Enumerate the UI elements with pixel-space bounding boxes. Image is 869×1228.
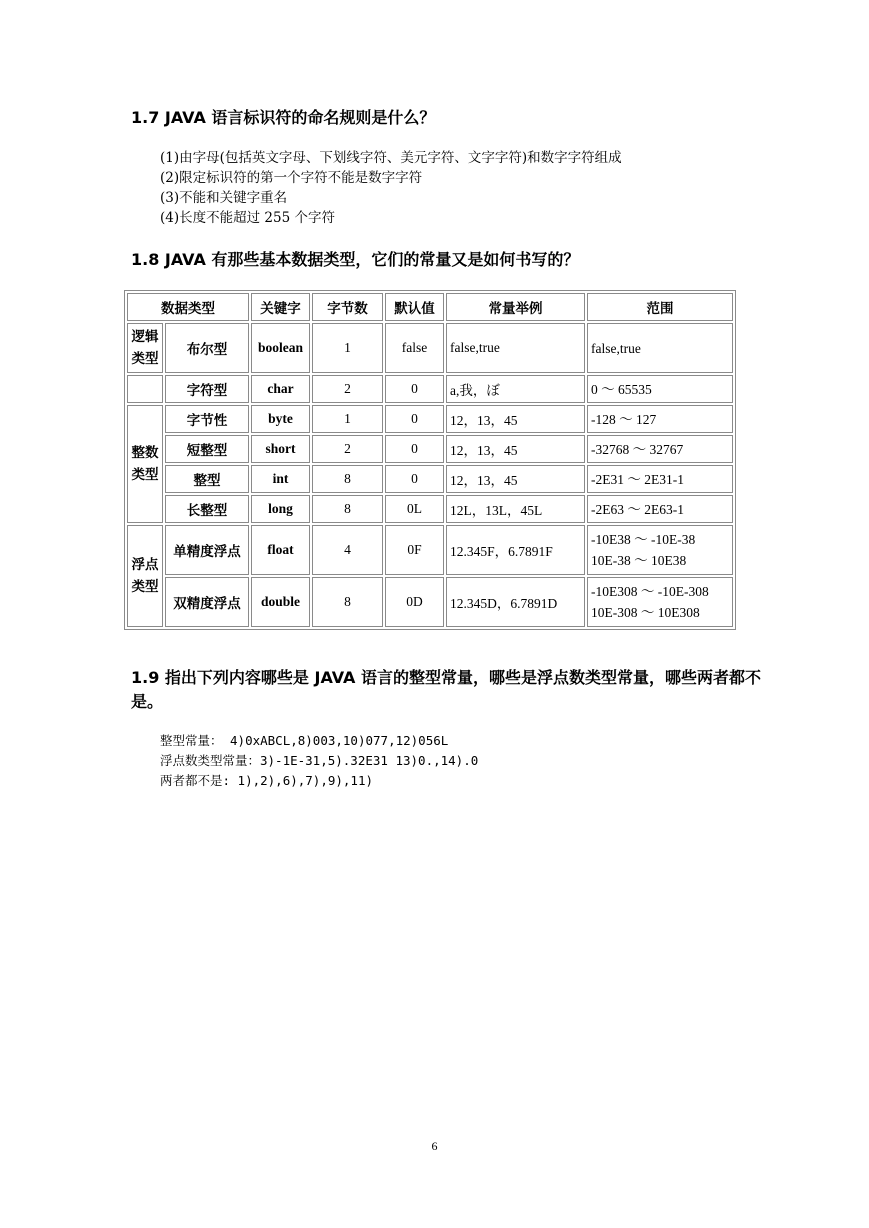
naming-rules-list bbox=[160, 148, 622, 228]
table-row bbox=[127, 465, 733, 493]
header-example: 常量举例 bbox=[446, 293, 585, 321]
type-range bbox=[587, 525, 733, 575]
type-default: 0 bbox=[385, 465, 444, 493]
table-row bbox=[127, 323, 733, 373]
group-float: 浮点类型 bbox=[127, 525, 163, 627]
type-name: 短整型 bbox=[165, 435, 249, 463]
type-example: 12，13，45 bbox=[446, 465, 585, 493]
type-example: 12L，13L，45L bbox=[446, 495, 585, 523]
group-integer: 整数类型 bbox=[127, 405, 163, 523]
type-range bbox=[587, 577, 733, 627]
type-range bbox=[587, 435, 733, 463]
type-keyword: short bbox=[251, 435, 310, 463]
type-example: 12.345D，6.7891D bbox=[446, 577, 585, 627]
range-line: -32768 ～ 32767 bbox=[591, 441, 684, 457]
table-row bbox=[127, 525, 733, 575]
type-range bbox=[587, 495, 733, 523]
table-row bbox=[127, 435, 733, 463]
range-line: -2E63 ～ 2E63-1 bbox=[591, 501, 684, 517]
type-keyword: double bbox=[251, 577, 310, 627]
type-bytes: 8 bbox=[312, 465, 383, 493]
type-name: 单精度浮点 bbox=[165, 525, 249, 575]
type-range bbox=[587, 323, 733, 373]
type-name: 整型 bbox=[165, 465, 249, 493]
type-example: a,我，ぼ bbox=[446, 375, 585, 403]
range-line: false,true bbox=[591, 340, 641, 356]
type-example: false,true bbox=[446, 323, 585, 373]
type-range bbox=[587, 375, 733, 403]
type-range bbox=[587, 405, 733, 433]
type-keyword: char bbox=[251, 375, 310, 403]
type-bytes: 8 bbox=[312, 577, 383, 627]
list-item: (2)限定标识符的第一个字符不能是数字字符 bbox=[160, 170, 423, 186]
range-line: -128 ～ 127 bbox=[591, 411, 657, 427]
section-1-7-heading: 1.7 JAVA 语言标识符的命名规则是什么？ bbox=[131, 108, 436, 127]
type-bytes: 2 bbox=[312, 375, 383, 403]
range-line: 0 ～ 65535 bbox=[591, 381, 652, 397]
type-bytes: 2 bbox=[312, 435, 383, 463]
type-keyword: byte bbox=[251, 405, 310, 433]
type-default: 0 bbox=[385, 435, 444, 463]
type-bytes: 4 bbox=[312, 525, 383, 575]
header-range: 范围 bbox=[587, 293, 733, 321]
group-logic: 逻辑类型 bbox=[127, 323, 163, 373]
type-bytes: 1 bbox=[312, 323, 383, 373]
table-row bbox=[127, 577, 733, 627]
range-line: -10E308 ～ -10E-308 bbox=[591, 584, 709, 599]
group-empty bbox=[127, 375, 163, 403]
type-bytes: 8 bbox=[312, 495, 383, 523]
header-bytes: 字节数 bbox=[312, 293, 383, 321]
type-name: 字节性 bbox=[165, 405, 249, 433]
header-keyword: 关键字 bbox=[251, 293, 310, 321]
list-item: 浮点数类型常量：3)-1E-31,5).32E31 13)0.,14).0 bbox=[160, 753, 479, 768]
list-item: 两者都不是: 1),2),6),7),9),11) bbox=[160, 773, 374, 788]
table-header-row bbox=[127, 293, 733, 321]
list-item: (3)不能和关键字重名 bbox=[160, 190, 288, 206]
table-row bbox=[127, 375, 733, 403]
type-name: 长整型 bbox=[165, 495, 249, 523]
type-keyword: boolean bbox=[251, 323, 310, 373]
type-name: 双精度浮点 bbox=[165, 577, 249, 627]
type-default: 0L bbox=[385, 495, 444, 523]
type-example: 12.345F，6.7891F bbox=[446, 525, 585, 575]
type-example: 12，13，45 bbox=[446, 435, 585, 463]
list-item: 整型常量： 4)0xABCL,8)003,10)077,12)056L bbox=[160, 733, 449, 748]
type-default: 0 bbox=[385, 405, 444, 433]
constant-classification-list bbox=[160, 731, 478, 791]
type-default: false bbox=[385, 323, 444, 373]
type-keyword: float bbox=[251, 525, 310, 575]
type-example: 12，13，45 bbox=[446, 405, 585, 433]
range-line: -2E31 ～ 2E31-1 bbox=[591, 471, 684, 487]
data-types-table bbox=[124, 290, 736, 630]
type-default: 0 bbox=[385, 375, 444, 403]
type-keyword: int bbox=[251, 465, 310, 493]
range-line: 10E-308 ～ 10E308 bbox=[591, 605, 700, 620]
type-name: 布尔型 bbox=[165, 323, 249, 373]
type-bytes: 1 bbox=[312, 405, 383, 433]
section-1-9-heading: 1.9 指出下列内容哪些是 JAVA 语言的整型常量，哪些是浮点数类型常量，哪些两者都不是。 bbox=[131, 668, 761, 711]
range-line: 10E-38 ～ 10E38 bbox=[591, 553, 687, 568]
type-name: 字符型 bbox=[165, 375, 249, 403]
header-data-type: 数据类型 bbox=[127, 293, 249, 321]
list-item: (1)由字母(包括英文字母、下划线字符、美元字符、文字字符)和数字字符组成 bbox=[160, 150, 622, 166]
list-item: (4)长度不能超过 255 个字符 bbox=[160, 210, 335, 226]
type-default: 0D bbox=[385, 577, 444, 627]
type-range bbox=[587, 465, 733, 493]
type-default: 0F bbox=[385, 525, 444, 575]
table-row bbox=[127, 405, 733, 433]
header-default: 默认值 bbox=[385, 293, 444, 321]
type-keyword: long bbox=[251, 495, 310, 523]
page-number: 6 bbox=[431, 1139, 438, 1153]
table-row bbox=[127, 495, 733, 523]
range-line: -10E38 ～ -10E-38 bbox=[591, 532, 696, 547]
data-types-table-container bbox=[124, 290, 736, 630]
section-1-8-heading: 1.8 JAVA 有那些基本数据类型，它们的常量又是如何书写的？ bbox=[131, 250, 580, 269]
